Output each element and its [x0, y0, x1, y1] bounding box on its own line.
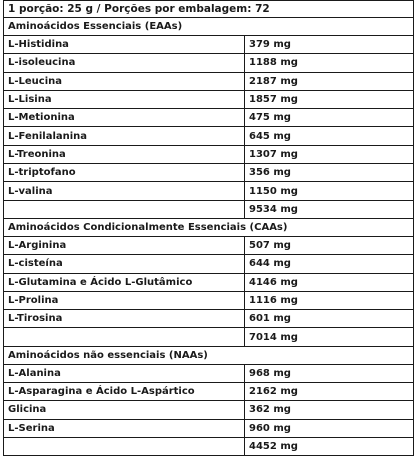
amino-acid-name: L-Asparagina e Ácido L-Aspártico — [4, 383, 245, 400]
section-header-row — [3, 18, 414, 36]
amino-acid-amount: 4146 mg — [249, 276, 298, 288]
table-row — [3, 54, 414, 72]
table-body — [3, 18, 414, 456]
amino-acid-amount: 2162 mg — [249, 386, 298, 398]
amino-acid-amount: 362 mg — [249, 404, 291, 416]
section-title: Aminoácidos Condicionalmente Essenciais (CAAs) — [8, 221, 288, 233]
amino-acid-amount: 1116 mg — [249, 295, 298, 306]
table-row — [3, 164, 414, 182]
amino-acid-amount: 356 mg — [249, 167, 291, 179]
amino-acid-amount: 2187 mg — [249, 75, 298, 87]
table-row — [3, 383, 414, 401]
table-row — [3, 73, 414, 91]
amino-acid-name: L-Fenilalanina — [4, 127, 245, 144]
amino-acid-amount: 644 mg — [249, 258, 291, 270]
amino-acid-name: L-Arginina — [4, 237, 245, 254]
table-row — [3, 365, 414, 383]
amino-acid-name: L-cisteína — [4, 255, 245, 272]
total-label-cell — [4, 438, 245, 455]
table-row — [3, 182, 414, 200]
table-row — [3, 292, 414, 310]
amino-acid-name: L-Tirosina — [4, 310, 245, 327]
amino-acid-name: L-triptofano — [4, 164, 245, 181]
table-row — [3, 146, 414, 164]
serving-row — [3, 0, 414, 18]
nutrition-table — [3, 0, 414, 456]
total-label-cell — [4, 201, 245, 218]
amino-acid-name: L-Serina — [4, 420, 245, 437]
table-row — [3, 310, 414, 328]
total-label-cell — [4, 328, 245, 345]
amino-acid-amount: 1150 mg — [249, 185, 298, 197]
table-row — [3, 36, 414, 54]
amino-acid-name: L-Glutamina e Ácido L-Glutâmico — [4, 274, 245, 291]
table-row — [3, 401, 414, 419]
amino-acid-name: L-Lisina — [4, 91, 245, 108]
amino-acid-name: L-Metionina — [4, 109, 245, 126]
table-row — [3, 255, 414, 273]
section-header-row — [3, 347, 414, 365]
amino-acid-amount: 507 mg — [249, 240, 291, 252]
amino-acid-amount: 960 mg — [249, 422, 291, 434]
amino-acid-name: L-Treonina — [4, 146, 245, 163]
section-total: 9534 mg — [249, 203, 298, 215]
table-row — [3, 127, 414, 145]
table-row — [3, 274, 414, 292]
amino-acid-name: L-isoleucina — [4, 54, 245, 71]
section-total-row — [3, 328, 414, 346]
section-total: 4452 mg — [249, 441, 298, 453]
amino-acid-name: L-Histidina — [4, 36, 245, 53]
amino-acid-amount: 645 mg — [249, 130, 291, 142]
table-row — [3, 91, 414, 109]
amino-acid-name: L-Alanina — [4, 365, 245, 382]
section-title: Aminoácidos Essenciais (EAAs) — [8, 21, 183, 32]
amino-acid-amount: 1188 mg — [249, 57, 298, 69]
amino-acid-amount: 968 mg — [249, 367, 291, 379]
serving-info: 1 porção: 25 g / Porções por embalagem: 72 — [8, 3, 270, 15]
amino-acid-name: L-valina — [4, 182, 245, 199]
table-row — [3, 109, 414, 127]
amino-acid-name: L-Prolina — [4, 292, 245, 309]
section-total-row — [3, 438, 414, 456]
amino-acid-amount: 1857 mg — [249, 94, 298, 106]
amino-acid-name: L-Leucina — [4, 73, 245, 90]
section-title: Aminoácidos não essenciais (NAAs) — [8, 349, 208, 361]
amino-acid-name: Glicina — [4, 401, 245, 418]
amino-acid-amount: 1307 mg — [249, 148, 298, 160]
amino-acid-amount: 379 mg — [249, 39, 291, 51]
section-total: 7014 mg — [249, 331, 298, 343]
amino-acid-amount: 601 mg — [249, 313, 291, 325]
amino-acid-amount: 475 mg — [249, 112, 291, 124]
section-header-row — [3, 219, 414, 237]
section-total-row — [3, 201, 414, 219]
table-row — [3, 420, 414, 438]
table-row — [3, 237, 414, 255]
